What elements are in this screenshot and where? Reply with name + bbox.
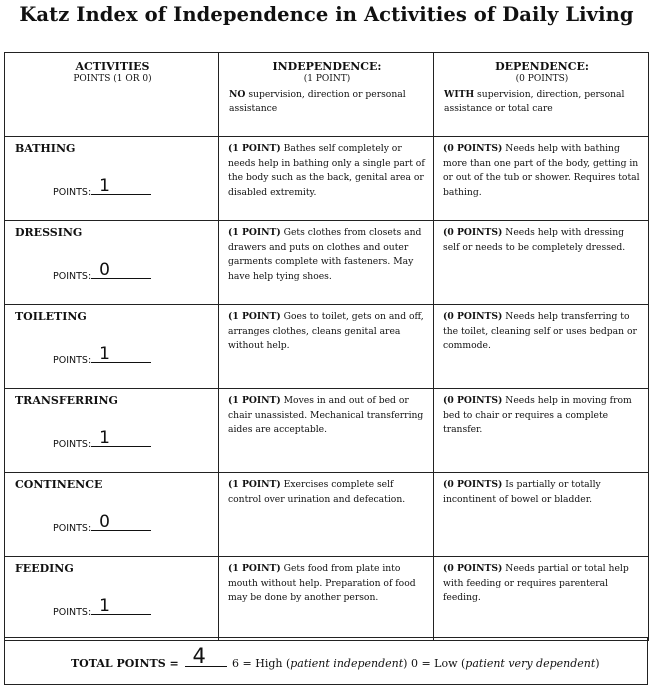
independence-cell [219, 221, 434, 305]
total-points-box [4, 637, 648, 685]
independence-text: Bathes self completely or needs help in bathing only a single part of the body such as the back, genital area or disabled extremity. [228, 143, 425, 198]
points-value: 1 [99, 428, 110, 448]
independence-text: Moves in and out of bed or chair unassisted. Mechanical transferring aides are acceptable. [228, 395, 424, 435]
points-field [53, 596, 151, 621]
dependence-text: Needs help in moving from bed to chair or requires a complete transfer. [443, 395, 632, 435]
points-label: POINTS: [53, 187, 92, 198]
activity-row-dressing [5, 221, 649, 305]
dependence-description [444, 88, 640, 116]
independence-points-label: (1 POINT) [228, 311, 281, 322]
independence-text: Gets clothes from closets and drawers and puts on clothes and outer garments complete with fasteners. May have help tying shoes. [228, 227, 422, 282]
independence-cell [219, 389, 434, 473]
dependence-points-label: (0 POINTS) [443, 395, 503, 406]
activity-name: CONTINENCE [15, 478, 103, 491]
independence-points-label: (1 POINT) [228, 227, 281, 238]
independence-desc-text: supervision, direction or personal assistance [229, 89, 406, 114]
activity-row-bathing [5, 137, 649, 221]
independence-cell [219, 557, 434, 641]
independence-points-label: (1 POINT) [228, 479, 281, 490]
dependence-cell [434, 389, 649, 473]
points-value: 0 [99, 512, 110, 532]
points-field [53, 260, 151, 285]
points-label: POINTS: [53, 355, 92, 366]
total-low-italic: patient very dependent [465, 657, 596, 670]
dependence-points-label: (0 POINTS) [443, 563, 503, 574]
activity-cell [5, 137, 219, 221]
dependence-points-label: (0 POINTS) [443, 479, 503, 490]
independence-heading: INDEPENDENCE: [272, 60, 382, 73]
activity-name: TOILETING [15, 310, 87, 323]
points-label: POINTS: [53, 271, 92, 282]
activity-cell [5, 305, 219, 389]
dependence-text: Needs help transferring to the toilet, cleaning self or uses bedpan or commode. [443, 311, 637, 351]
header-independence [219, 53, 434, 137]
dependence-desc-text: supervision, direction, personal assistance or total care [444, 89, 625, 114]
points-field [53, 512, 151, 537]
dependence-cell [434, 221, 649, 305]
independence-text: Goes to toilet, gets on and off, arranges clothes, cleans genital area without help. [228, 311, 424, 351]
header-dependence [434, 53, 649, 137]
dependence-points-label: (0 POINTS) [443, 227, 503, 238]
page-title: Katz Index of Independence in Activities of Daily Living [19, 3, 634, 26]
points-label: POINTS: [53, 439, 92, 450]
points-label: POINTS: [53, 607, 92, 618]
points-blank[interactable] [91, 344, 151, 364]
points-value: 1 [99, 596, 110, 616]
activity-name: FEEDING [15, 562, 74, 575]
dependence-desc-bold: WITH [444, 89, 475, 100]
independence-points-label: (1 POINT) [228, 563, 281, 574]
independence-desc-bold: NO [229, 89, 246, 100]
independence-cell [219, 473, 434, 557]
dependence-cell [434, 473, 649, 557]
points-label: POINTS: [53, 523, 92, 534]
dependence-points-label: (0 POINTS) [443, 143, 503, 154]
points-value: 1 [99, 344, 110, 364]
total-points-blank[interactable] [185, 644, 227, 668]
independence-cell [219, 137, 434, 221]
points-field [53, 344, 151, 369]
independence-text: Exercises complete self control over urination and defecation. [228, 479, 406, 505]
total-points-value: 4 [192, 644, 206, 668]
dependence-cell [434, 137, 649, 221]
total-points-line [71, 644, 600, 670]
activity-name: DRESSING [15, 226, 83, 239]
dependence-cell [434, 305, 649, 389]
dependence-text: Needs help with bathing more than one part of the body, getting in or out of the tub or shower. Requires total bathing. [443, 143, 640, 198]
activity-row-continence [5, 473, 649, 557]
dependence-subheading: (0 POINTS) [515, 74, 569, 84]
independence-text: Gets food from plate into mouth without help. Preparation of food may be done by another person. [228, 563, 416, 603]
dependence-text: Needs partial or total help with feeding or requires parenteral feeding. [443, 563, 629, 603]
points-blank[interactable] [91, 260, 151, 280]
dependence-text: Needs help with dressing self or needs to be completely dressed. [443, 227, 626, 253]
activities-subheading: POINTS (1 OR 0) [73, 74, 152, 84]
points-field [53, 428, 151, 453]
independence-subheading: (1 POINT) [303, 74, 351, 84]
points-value: 1 [99, 176, 110, 196]
total-low-prefix: ) 0 = Low ( [403, 657, 466, 670]
activity-cell [5, 473, 219, 557]
independence-description [229, 88, 425, 116]
dependence-heading: DEPENDENCE: [495, 60, 589, 73]
header-activities [5, 53, 219, 137]
activity-cell [5, 389, 219, 473]
activity-cell [5, 557, 219, 641]
total-high-italic: patient independent [290, 657, 404, 670]
independence-cell [219, 305, 434, 389]
activities-heading: ACTIVITIES [75, 60, 150, 73]
dependence-text: Is partially or totally incontinent of bowel or bladder. [443, 479, 601, 505]
activity-name: TRANSFERRING [15, 394, 118, 407]
points-value: 0 [99, 260, 110, 280]
points-field [53, 176, 151, 201]
total-high-prefix: 6 = High ( [228, 657, 291, 670]
total-points-label: TOTAL POINTS = [71, 657, 183, 670]
points-blank[interactable] [91, 176, 151, 196]
points-blank[interactable] [91, 428, 151, 448]
activity-row-toileting [5, 305, 649, 389]
points-blank[interactable] [91, 596, 151, 616]
activity-row-transferring [5, 389, 649, 473]
header-row [5, 53, 649, 137]
dependence-cell [434, 557, 649, 641]
independence-points-label: (1 POINT) [228, 143, 281, 154]
dependence-points-label: (0 POINTS) [443, 311, 503, 322]
independence-points-label: (1 POINT) [228, 395, 281, 406]
points-blank[interactable] [91, 512, 151, 532]
activity-cell [5, 221, 219, 305]
total-suffix: ) [595, 657, 600, 670]
katz-table [4, 52, 649, 641]
activity-row-feeding [5, 557, 649, 641]
activity-name: BATHING [15, 142, 76, 155]
